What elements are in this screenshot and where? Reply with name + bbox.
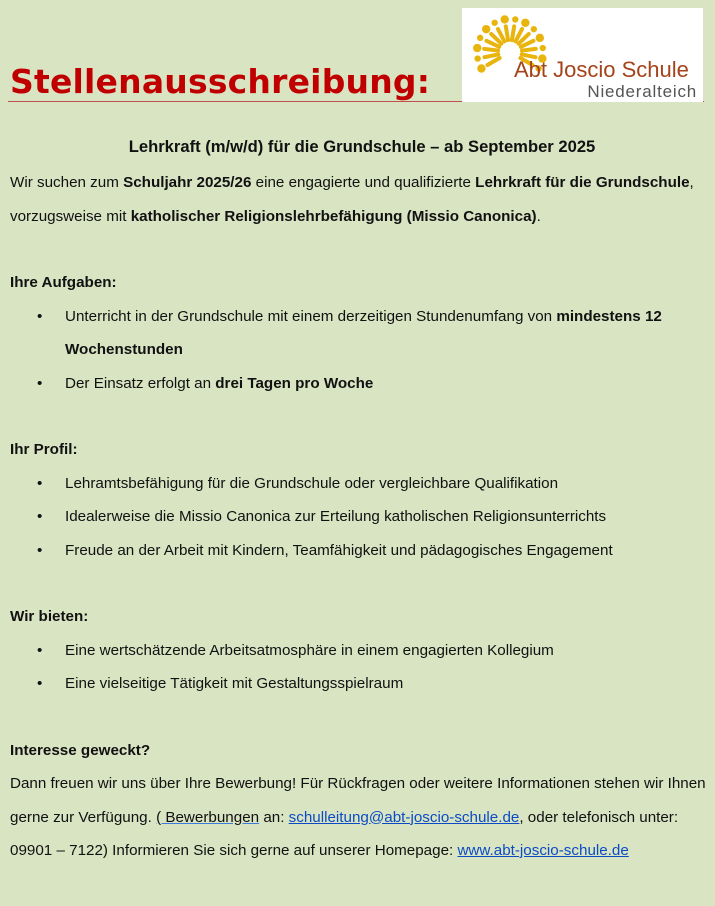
tasks-heading: Ihre Aufgaben: (10, 274, 117, 291)
contact-text: Dann freuen wir uns über Ihre Bewerbung! Für Rückfragen oder weitere Informationen stehen wir Ihnen gerne zur Verfügung. (10, 775, 706, 826)
list-item: • Idealerweise die Missio Canonica zur Erteilung katholischen Religionsunterrichts (65, 500, 708, 534)
school-logo (462, 8, 703, 102)
job-title: Lehrkraft (m/w/d) für die Grundschule – ab September 2025 (128, 137, 596, 156)
profile-list (10, 467, 708, 568)
contact-paragraph (10, 767, 708, 868)
list-item: • Eine wertschätzende Arbeitsatmosphäre in einem engagierten Kollegium (65, 634, 708, 668)
list-item: • Lehramtsbefähigung für die Grundschule oder vergleichbare Qualifikation (65, 467, 708, 501)
header (0, 0, 715, 106)
intro-school-year: Schuljahr 2025/26 (123, 174, 252, 191)
profile-heading: Ihr Profil: (10, 441, 78, 458)
contact-text: an: (259, 808, 289, 826)
page-title: Stellenausschreibung: (10, 62, 431, 101)
applications-note: ( Bewerbungen (156, 808, 260, 826)
job-posting (10, 128, 708, 868)
intro-text: . (536, 207, 541, 225)
intro-paragraph (10, 166, 708, 233)
task-text: Der Einsatz erfolgt an (65, 374, 216, 392)
intro-qualification: katholischer Religionslehrbefähigung (Missio Canonica) (130, 207, 537, 225)
contact-heading: Interesse geweckt? (10, 741, 151, 759)
website-link[interactable]: www.abt-joscio-schule.de (457, 842, 629, 859)
list-item: • Freude an der Arbeit mit Kindern, Teamfähigkeit und pädagogisches Engagement (65, 534, 708, 568)
logo-school-name: Abt Joscio Schule (514, 57, 689, 82)
email-link[interactable]: schulleitung@abt-joscio-schule.de (288, 808, 520, 826)
tasks-list (10, 300, 708, 401)
list-item (65, 300, 708, 367)
task-days: drei Tagen pro Woche (215, 374, 374, 392)
task-text: Unterricht in der Grundschule mit einem derzeitigen Stundenumfang von (65, 307, 557, 325)
intro-text: eine engagierte und qualifizierte (251, 174, 476, 191)
contact-text: , oder telefonisch unter: 09901 – 7122) Informieren Sie sich gerne auf unserer Homepage: (10, 808, 679, 859)
logo-place-name: Niederalteich (587, 82, 697, 101)
intro-text: Wir suchen zum (10, 174, 124, 191)
intro-position: Lehrkraft für die Grundschule (475, 174, 690, 191)
offer-list (10, 634, 708, 701)
intro-text: , vorzugsweise mit (10, 174, 694, 225)
offer-heading: Wir bieten: (10, 608, 89, 625)
list-item (65, 367, 708, 401)
list-item: • Eine vielseitige Tätigkeit mit Gestaltungsspielraum (65, 667, 708, 701)
task-hours: mindestens 12 Wochenstunden (65, 307, 662, 358)
